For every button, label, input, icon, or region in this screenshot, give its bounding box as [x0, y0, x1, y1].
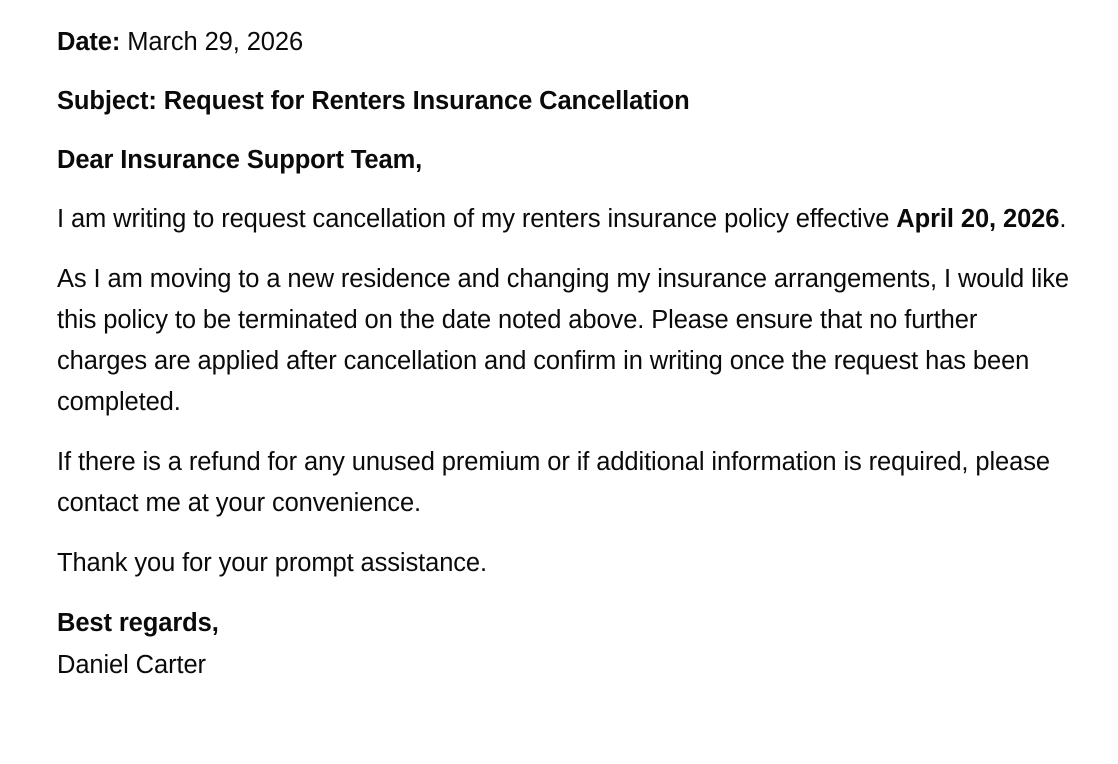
- date-line: [57, 22, 1070, 63]
- subject-line: Subject: Request for Renters Insurance Cancellation: [57, 87, 690, 115]
- salutation: [57, 140, 1070, 181]
- request-text-after: .: [1059, 205, 1067, 233]
- date-value: March 29, 2026: [120, 28, 304, 56]
- salutation-text: Dear Insurance Support Team,: [57, 146, 423, 174]
- effective-date: April 20, 2026: [896, 205, 1060, 233]
- sender-name: Daniel Carter: [57, 651, 206, 679]
- closing-line: Best regards,: [57, 609, 219, 637]
- request-text-before: I am writing to request cancellation of my renters insurance policy effective: [57, 205, 897, 233]
- paragraph-refund: If there is a refund for any unused premium or if additional information is required, please contact me at your convenience.: [57, 448, 1050, 517]
- paragraph-request: [57, 199, 1070, 240]
- date-label: Date:: [57, 28, 121, 56]
- paragraph-thanks: Thank you for your prompt assistance.: [57, 549, 487, 577]
- paragraph-reason: As I am moving to a new residence and changing my insurance arrangements, I would like this policy to be terminated on the date noted above. Please ensure that no further charges are applied after cancellation and confirm in writing once the request has been completed.: [57, 265, 1069, 416]
